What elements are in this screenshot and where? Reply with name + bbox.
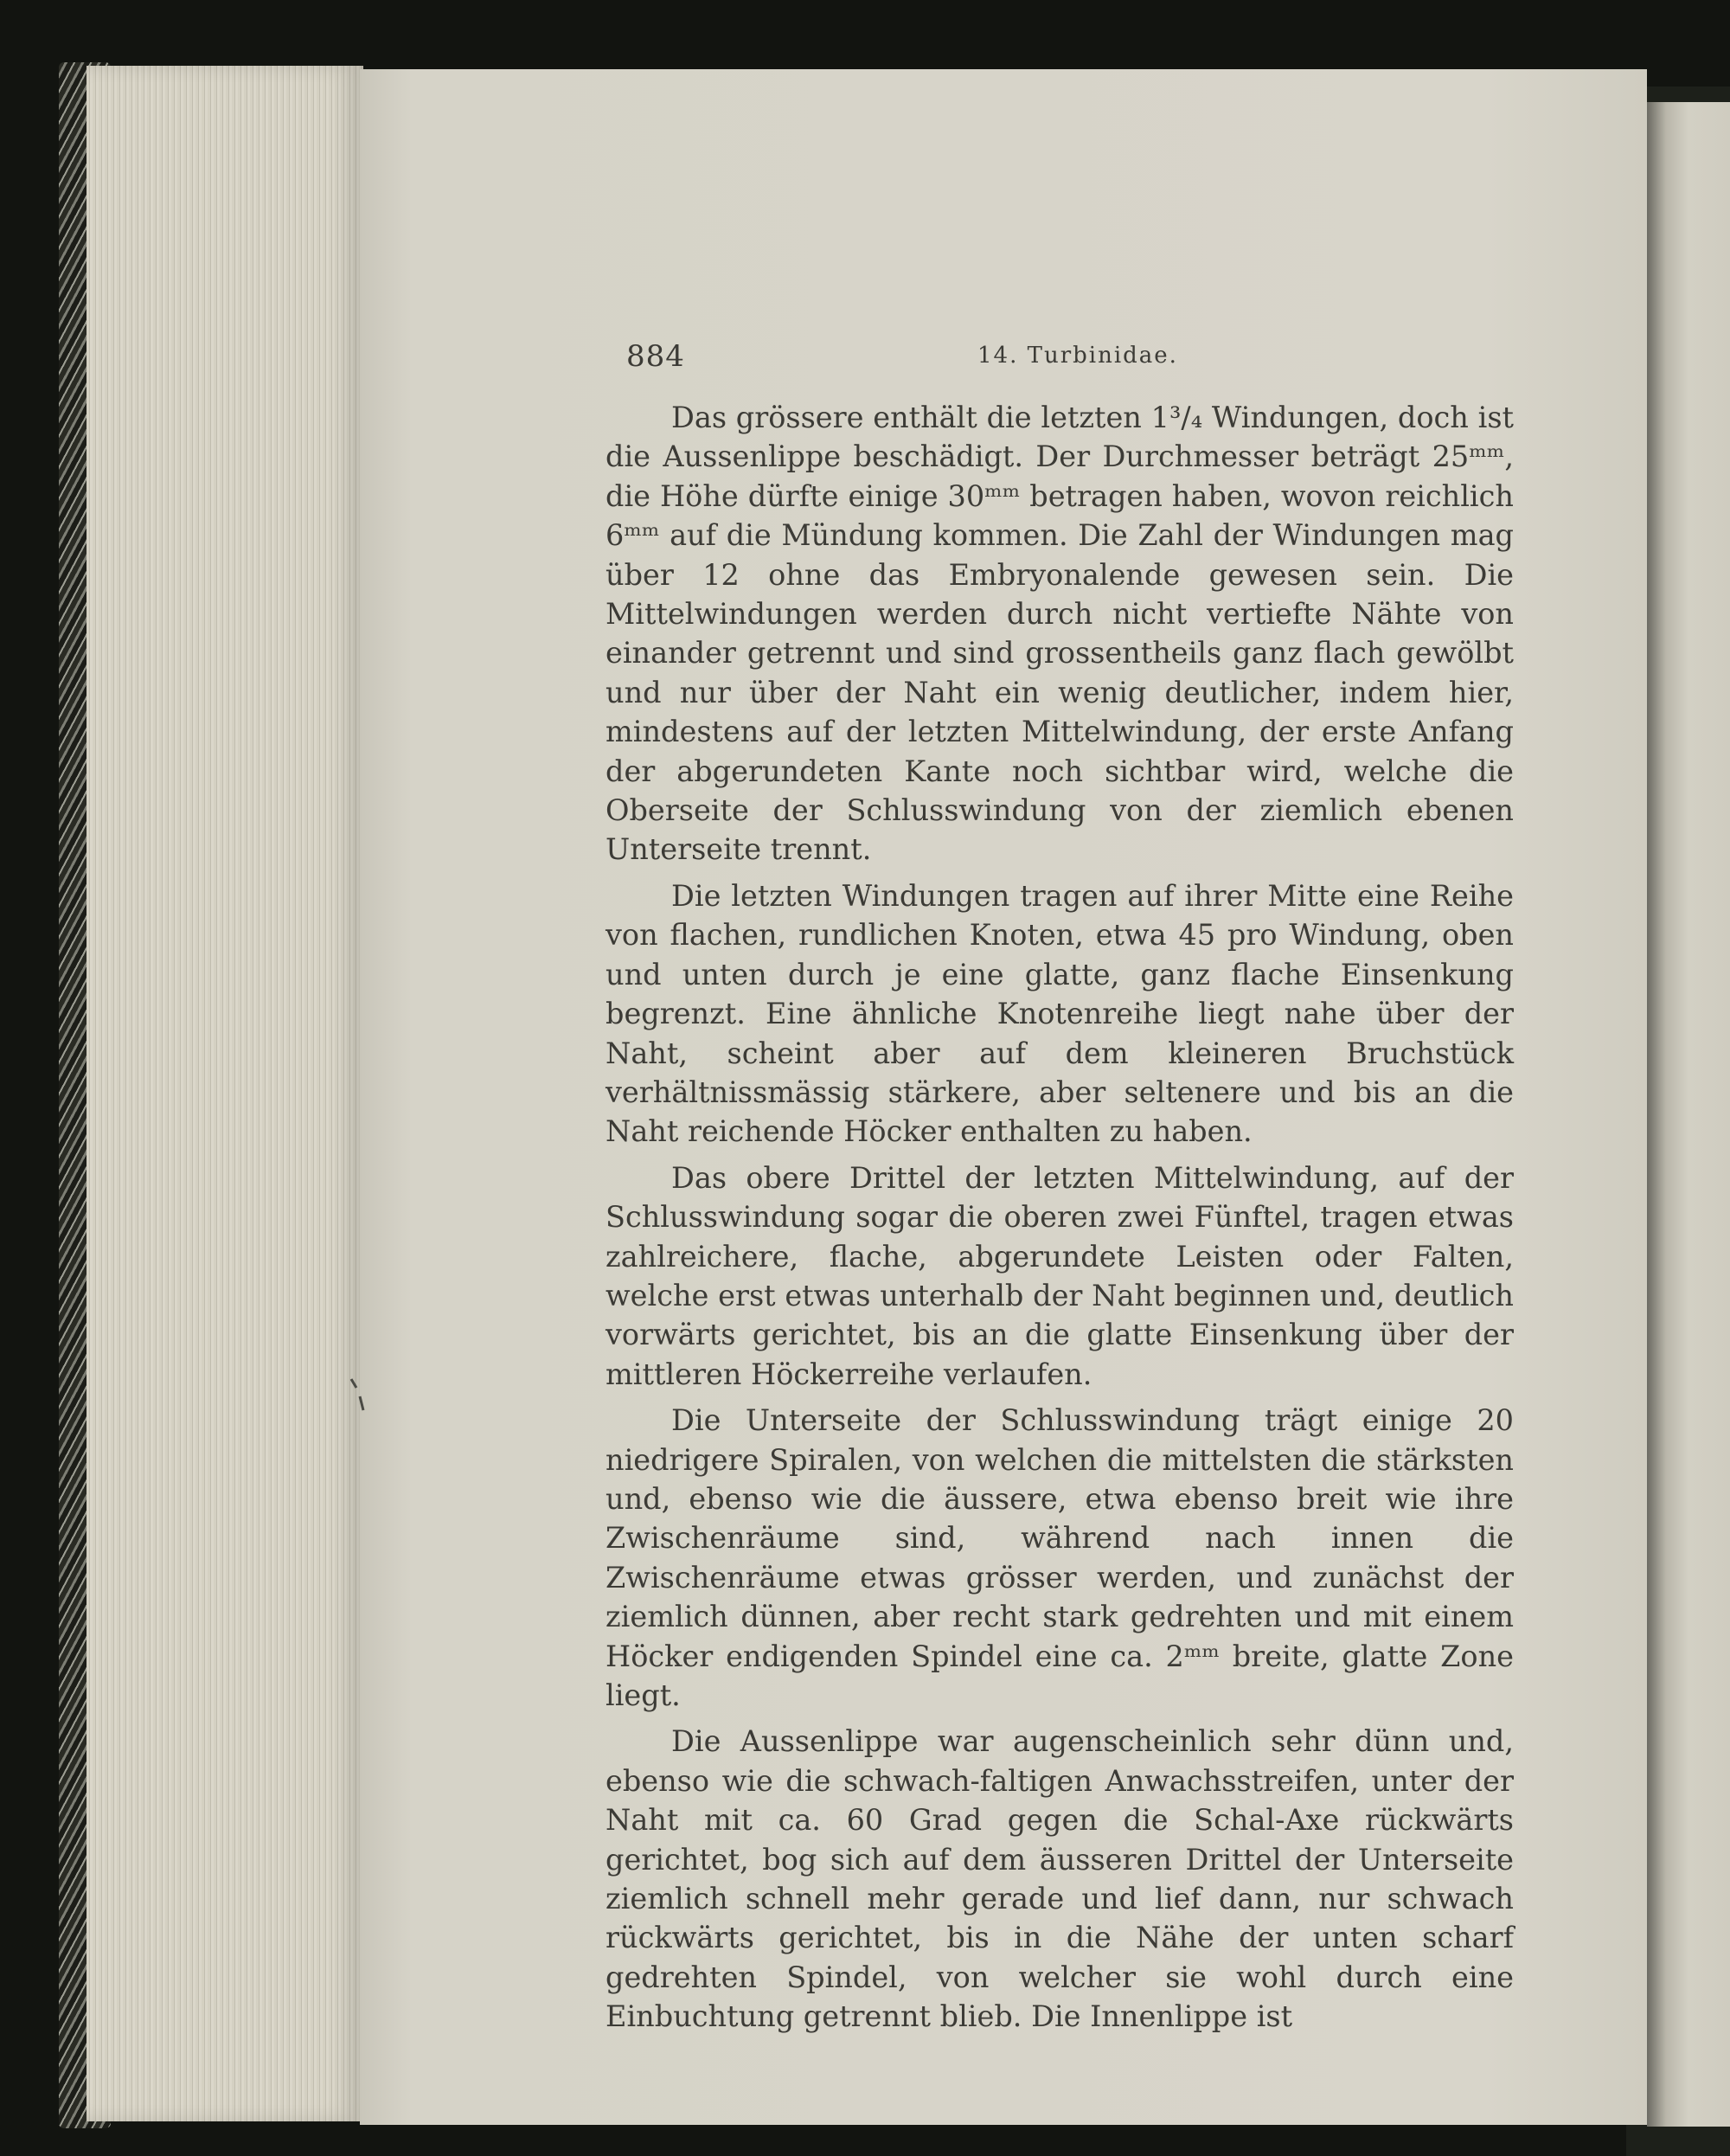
paragraph-4: Die Unterseite der Schlusswindung trägt einige 20 niedrigere Spiralen, von welchen die mittelsten die stärksten und, ebenso wie die äussere, etwa ebenso breit wie ihre Zwischenräume sind, während nach innen die Zwischenräume etwas grösser werden, und zunächst der ziemlich dünnen, aber recht stark gedrehten und mit einem Höcker endigenden Spindel eine ca. 2ᵐᵐ breite, glatte Zone liegt. — [606, 1403, 1514, 1712]
section-title: 14. Turbinidae. — [977, 343, 1178, 369]
pencil-mark — [348, 1376, 374, 1428]
page-edges — [86, 66, 363, 2121]
page-number: 884 — [626, 339, 685, 374]
paragraph-2: Die letzten Windungen tragen auf ihrer Mitte eine Reihe von flachen, rundlichen Knoten, etwa 45 pro Windung, oben und unten durch je eine glatte, ganz flache Einsenkung begrenzt. Eine ähnliche Knotenreihe liegt nahe über der Naht, scheint aber auf dem kleineren Bruchstück verhältnissmässig stärkere, aber seltenere und bis an die Naht reichende Höcker enthalten zu haben. — [606, 878, 1514, 1149]
body-text — [606, 398, 1514, 2037]
paragraph-3: Das obere Drittel der letzten Mittelwindung, auf der Schlusswindung sogar die oberen zwei Fünftel, tragen etwas zahlreichere, flache, abgerundete Leisten oder Falten, welche erst etwas unterhalb der Naht beginnen und, deutlich vorwärts gerichtet, bis an die glatte Einsenkung über der mittleren Höckerreihe verlaufen. — [606, 1160, 1514, 1391]
running-head — [626, 339, 1509, 391]
paragraph-5: Die Aussenlippe war augenscheinlich sehr dünn und, ebenso wie die schwach-faltigen Anwachsstreifen, unter der Naht mit ca. 60 Grad gegen die Schal-Axe rückwärts gerichtet, bog sich auf dem äusseren Drittel der Unterseite ziemlich schnell mehr gerade und lief dann, nur schwach rückwärts gerichtet, bis in die Nähe der unten scharf gedrehten Spindel, von welcher sie wohl durch eine Einbuchtung getrennt blieb. Die Innenlippe ist — [606, 1724, 1514, 2034]
paragraph-1: Das grössere enthält die letzten 1³/₄ Windungen, doch ist die Aussenlippe beschädigt. Der Durchmesser beträgt 25ᵐᵐ, die Höhe dürfte einige 30ᵐᵐ betragen haben, wovon reichlich 6ᵐᵐ auf die Mündung kommen. Die Zahl der Windungen mag über 12 ohne das Embryonalende gewesen sein. Die Mittelwindungen werden durch nicht vertiefte Nähte von einander getrennt und sind grossentheils ganz flach gewölbt und nur über der Naht ein wenig deutlicher, indem hier, mindestens auf der letzten Mittelwindung, der erste Anfang der abgerundeten Kante noch sichtbar wird, welche die Oberseite der Schlusswindung von der ziemlich ebenen Unterseite trennt. — [606, 401, 1514, 867]
facing-page-edge — [1647, 102, 1730, 2127]
